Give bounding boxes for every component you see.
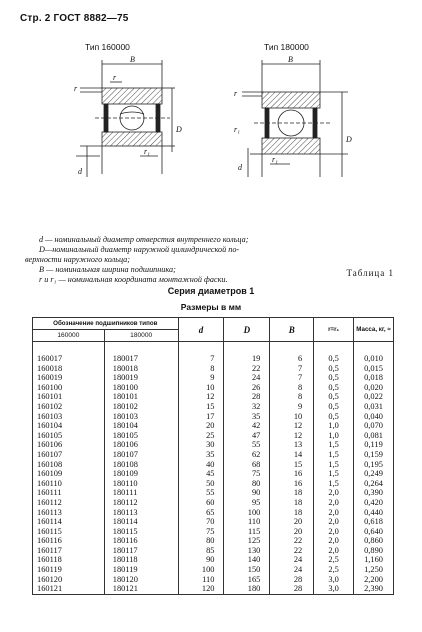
table-row <box>33 421 394 431</box>
cell-mass: 2,390 <box>354 584 394 594</box>
label-r1: r₁ <box>144 147 150 156</box>
label-B: B <box>288 55 293 64</box>
cell-B: 28 <box>270 584 314 594</box>
cell-D: 19 <box>224 354 270 364</box>
cell-type-180000: 180110 <box>104 479 178 489</box>
table-row <box>33 450 394 460</box>
cell-r: 0,5 <box>314 354 354 364</box>
cell-D: 32 <box>224 402 270 412</box>
table-row <box>33 536 394 546</box>
cell-B: 6 <box>270 354 314 364</box>
label-r-side: r <box>74 84 78 93</box>
cell-D: 125 <box>224 536 270 546</box>
cell-type-160000: 160019 <box>33 373 105 383</box>
cell-d: 25 <box>178 431 224 441</box>
cell-D: 28 <box>224 392 270 402</box>
table-row <box>33 584 394 594</box>
cell-d: 12 <box>178 392 224 402</box>
cell-r: 0,5 <box>314 373 354 383</box>
cell-d: 17 <box>178 412 224 422</box>
cell-type-160000: 160112 <box>33 498 105 508</box>
label-r1: r₁ <box>234 125 240 134</box>
cell-type-180000: 180118 <box>104 555 178 565</box>
label-B: B <box>130 55 135 64</box>
cell-mass: 2,200 <box>354 575 394 585</box>
header-mass: Масса, кг, ≈ <box>354 318 394 342</box>
units-title: Размеры в мм <box>180 302 242 312</box>
cell-r: 0,5 <box>314 412 354 422</box>
cell-r: 2,0 <box>314 498 354 508</box>
cell-mass: 0,020 <box>354 383 394 393</box>
label-D: D <box>176 125 182 134</box>
cell-type-160000: 160101 <box>33 392 105 402</box>
cell-B: 14 <box>270 450 314 460</box>
bearing-drawing-160000 <box>40 52 190 182</box>
cell-d: 80 <box>178 536 224 546</box>
cell-type-160000: 160103 <box>33 412 105 422</box>
cell-type-160000: 160108 <box>33 460 105 470</box>
cell-B: 16 <box>270 479 314 489</box>
cell-r: 2,0 <box>314 527 354 537</box>
cell-type-180000: 180103 <box>104 412 178 422</box>
cell-D: 47 <box>224 431 270 441</box>
cell-mass: 0,015 <box>354 364 394 374</box>
table-row <box>33 460 394 470</box>
cell-d: 20 <box>178 421 224 431</box>
cell-D: 180 <box>224 584 270 594</box>
cell-mass: 0,420 <box>354 498 394 508</box>
cell-type-180000: 180114 <box>104 517 178 527</box>
cell-d: 10 <box>178 383 224 393</box>
cell-B: 10 <box>270 412 314 422</box>
cell-mass: 0,119 <box>354 440 394 450</box>
cell-D: 80 <box>224 479 270 489</box>
cell-B: 20 <box>270 517 314 527</box>
cell-D: 42 <box>224 421 270 431</box>
cell-type-160000: 160102 <box>33 402 105 412</box>
bearing-drawing-180000 <box>230 52 380 182</box>
legend-line: r и r₁ — номинальная координата монтажной фаски. <box>39 275 228 284</box>
cell-type-180000: 180106 <box>104 440 178 450</box>
cell-D: 95 <box>224 498 270 508</box>
table-row <box>33 555 394 565</box>
cell-mass: 0,040 <box>354 412 394 422</box>
cell-type-180000: 180105 <box>104 431 178 441</box>
cell-type-180000: 180109 <box>104 469 178 479</box>
cell-D: 130 <box>224 546 270 556</box>
table-row <box>33 383 394 393</box>
table-row <box>33 412 394 422</box>
cell-B: 24 <box>270 565 314 575</box>
cell-d: 90 <box>178 555 224 565</box>
cell-mass: 1,160 <box>354 555 394 565</box>
table-row <box>33 517 394 527</box>
table-row <box>33 402 394 412</box>
cell-r: 0,5 <box>314 402 354 412</box>
cell-d: 100 <box>178 565 224 575</box>
cell-type-180000: 180102 <box>104 402 178 412</box>
cell-r: 1,5 <box>314 479 354 489</box>
cell-r: 3,0 <box>314 584 354 594</box>
cell-mass: 0,159 <box>354 450 394 460</box>
cell-type-160000: 160120 <box>33 575 105 585</box>
cell-type-180000: 180111 <box>104 488 178 498</box>
cell-type-180000: 180100 <box>104 383 178 393</box>
legend-line: d — номинальный диаметр отверстия внутреннего кольца; <box>39 235 249 244</box>
cell-type-160000: 160114 <box>33 517 105 527</box>
cell-r: 1,5 <box>314 460 354 470</box>
table-row <box>33 364 394 374</box>
cell-D: 26 <box>224 383 270 393</box>
table-row <box>33 440 394 450</box>
cell-D: 55 <box>224 440 270 450</box>
table-row <box>33 392 394 402</box>
cell-d: 110 <box>178 575 224 585</box>
table-row <box>33 575 394 585</box>
cell-B: 9 <box>270 402 314 412</box>
cell-mass: 0,022 <box>354 392 394 402</box>
cell-mass: 0,890 <box>354 546 394 556</box>
cell-B: 8 <box>270 383 314 393</box>
cell-type-160000: 160117 <box>33 546 105 556</box>
cell-mass: 0,440 <box>354 508 394 518</box>
cell-d: 7 <box>178 354 224 364</box>
cell-mass: 0,081 <box>354 431 394 441</box>
cell-mass: 0,018 <box>354 373 394 383</box>
cell-type-180000: 180117 <box>104 546 178 556</box>
dimensions-table <box>32 317 394 595</box>
cell-type-160000: 160105 <box>33 431 105 441</box>
cell-mass: 0,640 <box>354 527 394 537</box>
table-row <box>33 498 394 508</box>
label-d: d <box>238 163 242 172</box>
cell-type-160000: 160104 <box>33 421 105 431</box>
label-D: D <box>346 135 352 144</box>
label-d: d <box>78 167 82 176</box>
cell-type-180000: 180121 <box>104 584 178 594</box>
cell-d: 120 <box>178 584 224 594</box>
cell-r: 1,5 <box>314 469 354 479</box>
cell-type-180000: 180116 <box>104 536 178 546</box>
cell-type-180000: 180017 <box>104 354 178 364</box>
cell-r: 1,0 <box>314 421 354 431</box>
cell-mass: 0,390 <box>354 488 394 498</box>
cell-B: 28 <box>270 575 314 585</box>
header-B: B <box>270 318 314 342</box>
cell-B: 16 <box>270 469 314 479</box>
cell-type-160000: 160106 <box>33 440 105 450</box>
cell-type-180000: 180115 <box>104 527 178 537</box>
table-row <box>33 354 394 364</box>
cell-r: 2,0 <box>314 517 354 527</box>
cell-type-160000: 160121 <box>33 584 105 594</box>
header-designation: Обозначение подшипников типов <box>33 318 179 330</box>
cell-D: 75 <box>224 469 270 479</box>
series-title: Серия диаметров 1 <box>167 286 255 296</box>
cell-mass: 0,618 <box>354 517 394 527</box>
cell-d: 35 <box>178 450 224 460</box>
cell-B: 22 <box>270 546 314 556</box>
cell-type-180000: 180101 <box>104 392 178 402</box>
header-type-180000: 180000 <box>104 330 178 342</box>
cell-r: 2,5 <box>314 565 354 575</box>
page-header: Стр. 2 ГОСТ 8882—75 <box>20 13 129 24</box>
cell-type-180000: 180120 <box>104 575 178 585</box>
table-row <box>33 527 394 537</box>
header-d: d <box>178 318 224 342</box>
cell-r: 0,5 <box>314 392 354 402</box>
cell-D: 165 <box>224 575 270 585</box>
cell-type-160000: 160017 <box>33 354 105 364</box>
cell-type-160000: 160110 <box>33 479 105 489</box>
cell-type-180000: 180018 <box>104 364 178 374</box>
cell-mass: 0,860 <box>354 536 394 546</box>
label-r: r <box>234 89 238 98</box>
cell-d: 50 <box>178 479 224 489</box>
label-r1-bottom: r₁ <box>272 155 278 164</box>
table-row <box>33 488 394 498</box>
cell-D: 22 <box>224 364 270 374</box>
cell-B: 8 <box>270 392 314 402</box>
table-row <box>33 431 394 441</box>
cell-B: 12 <box>270 421 314 431</box>
cell-r: 1,0 <box>314 431 354 441</box>
cell-mass: 0,249 <box>354 469 394 479</box>
cell-D: 140 <box>224 555 270 565</box>
cell-r: 3,0 <box>314 575 354 585</box>
cell-type-160000: 160116 <box>33 536 105 546</box>
cell-B: 22 <box>270 536 314 546</box>
cell-B: 7 <box>270 373 314 383</box>
table-row <box>33 373 394 383</box>
cell-B: 24 <box>270 555 314 565</box>
cell-type-160000: 160107 <box>33 450 105 460</box>
table-row <box>33 479 394 489</box>
cell-type-180000: 180019 <box>104 373 178 383</box>
cell-r: 2,0 <box>314 488 354 498</box>
cell-type-160000: 160119 <box>33 565 105 575</box>
cell-r: 2,5 <box>314 555 354 565</box>
cell-type-180000: 180108 <box>104 460 178 470</box>
table-row <box>33 469 394 479</box>
cell-d: 55 <box>178 488 224 498</box>
label-r: r <box>113 73 117 82</box>
cell-D: 90 <box>224 488 270 498</box>
cell-B: 18 <box>270 488 314 498</box>
cell-r: 1,5 <box>314 450 354 460</box>
figure-title-type-160000: Тип 160000 <box>85 42 130 52</box>
header-r: r=r₁ <box>314 318 354 342</box>
cell-d: 8 <box>178 364 224 374</box>
table-row <box>33 565 394 575</box>
cell-d: 9 <box>178 373 224 383</box>
cell-type-180000: 180104 <box>104 421 178 431</box>
header-type-160000: 160000 <box>33 330 105 342</box>
cell-type-160000: 160100 <box>33 383 105 393</box>
cell-r: 2,0 <box>314 508 354 518</box>
legend-line: D—номинальный диаметр наружной цилиндрической по- <box>39 245 240 254</box>
cell-D: 62 <box>224 450 270 460</box>
legend-line: B — номинальная ширина подшипника; <box>39 265 176 274</box>
cell-type-180000: 180107 <box>104 450 178 460</box>
cell-D: 115 <box>224 527 270 537</box>
cell-type-160000: 160018 <box>33 364 105 374</box>
cell-D: 68 <box>224 460 270 470</box>
cell-type-160000: 160115 <box>33 527 105 537</box>
cell-r: 0,5 <box>314 364 354 374</box>
cell-mass: 0,031 <box>354 402 394 412</box>
cell-D: 24 <box>224 373 270 383</box>
cell-B: 18 <box>270 508 314 518</box>
cell-d: 30 <box>178 440 224 450</box>
cell-B: 7 <box>270 364 314 374</box>
cell-d: 60 <box>178 498 224 508</box>
table-label: Таблица 1 <box>346 268 394 278</box>
table-row <box>33 508 394 518</box>
cell-type-160000: 160109 <box>33 469 105 479</box>
header-D: D <box>224 318 270 342</box>
cell-B: 15 <box>270 460 314 470</box>
cell-d: 70 <box>178 517 224 527</box>
table-row <box>33 546 394 556</box>
cell-D: 100 <box>224 508 270 518</box>
cell-B: 12 <box>270 431 314 441</box>
cell-B: 20 <box>270 527 314 537</box>
cell-D: 150 <box>224 565 270 575</box>
cell-D: 35 <box>224 412 270 422</box>
cell-d: 15 <box>178 402 224 412</box>
cell-mass: 1,250 <box>354 565 394 575</box>
cell-type-180000: 180112 <box>104 498 178 508</box>
cell-mass: 0,010 <box>354 354 394 364</box>
cell-D: 110 <box>224 517 270 527</box>
figure-title-type-180000: Тип 180000 <box>264 42 309 52</box>
cell-mass: 0,070 <box>354 421 394 431</box>
cell-d: 75 <box>178 527 224 537</box>
cell-type-180000: 180113 <box>104 508 178 518</box>
cell-type-160000: 160113 <box>33 508 105 518</box>
cell-mass: 0,264 <box>354 479 394 489</box>
cell-r: 2,0 <box>314 546 354 556</box>
cell-d: 65 <box>178 508 224 518</box>
cell-r: 1,5 <box>314 440 354 450</box>
cell-B: 18 <box>270 498 314 508</box>
cell-type-160000: 160118 <box>33 555 105 565</box>
cell-type-160000: 160111 <box>33 488 105 498</box>
cell-mass: 0,195 <box>354 460 394 470</box>
cell-type-180000: 180119 <box>104 565 178 575</box>
cell-d: 45 <box>178 469 224 479</box>
cell-B: 13 <box>270 440 314 450</box>
legend-line: верхности наружного кольца; <box>25 255 130 264</box>
cell-d: 40 <box>178 460 224 470</box>
cell-d: 85 <box>178 546 224 556</box>
cell-r: 2,0 <box>314 536 354 546</box>
cell-r: 0,5 <box>314 383 354 393</box>
